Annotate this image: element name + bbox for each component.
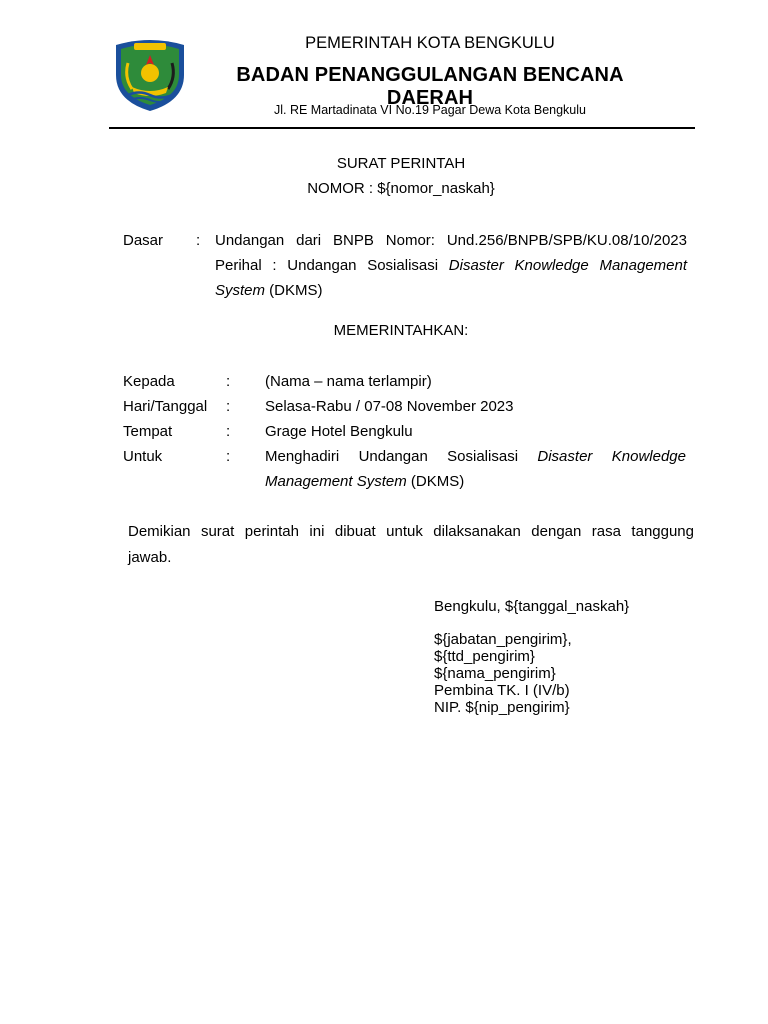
detail-value-purpose-line-1: Menghadiri Undangan Sosialisasi Disaster Knowledge: [265, 448, 686, 465]
detail-value-recipient: (Nama – nama terlampir): [265, 373, 432, 390]
letter-title: SURAT PERINTAH: [336, 155, 466, 172]
closing-line-1: Demikian surat perintah ini dibuat untuk dilaksanakan dengan rasa tanggung: [128, 523, 694, 540]
signature-place-date: Bengkulu, ${tanggal_naskah}: [434, 598, 630, 615]
signature-rank: Pembina TK. I (IV/b): [434, 682, 570, 699]
order-heading: MEMERINTAHKAN:: [333, 322, 469, 339]
letter-number: NOMOR : ${nomor_naskah}: [307, 180, 495, 197]
detail-label-purpose: Untuk: [123, 448, 163, 465]
letterhead-government: PEMERINTAH KOTA BENGKULU: [305, 34, 555, 52]
closing-line-2: jawab.: [128, 549, 172, 566]
basis-label: Dasar: [123, 232, 164, 249]
letterhead-divider: [109, 127, 695, 129]
detail-value-place: Grage Hotel Bengkulu: [265, 423, 413, 440]
signature-nip: NIP. ${nip_pengirim}: [434, 699, 570, 716]
detail-label-date: Hari/Tanggal: [123, 398, 208, 415]
detail-label-recipient: Kepada: [123, 373, 175, 390]
signature-name: ${nama_pengirim}: [434, 665, 556, 682]
signature-position: ${jabatan_pengirim},: [434, 631, 572, 648]
basis-line-1: Undangan dari BNPB Nomor: Und.256/BNPB/SPB/KU.08/10/2023: [215, 232, 687, 249]
detail-colon: :: [226, 398, 231, 415]
basis-colon: :: [196, 232, 201, 249]
letterhead-agency: BADAN PENANGGULANGAN BENCANA DAERAH: [236, 64, 624, 109]
bengkulu-city-emblem-icon: [110, 33, 190, 113]
detail-value-purpose-line-2: Management System (DKMS): [265, 473, 465, 490]
signature-mark: ${ttd_pengirim}: [434, 648, 535, 665]
letterhead-address: Jl. RE Martadinata VI No.19 Pagar Dewa Kota Bengkulu: [274, 103, 586, 117]
detail-colon: :: [226, 373, 231, 390]
basis-line-2: Perihal : Undangan Sosialisasi Disaster Knowledge Management: [215, 257, 688, 274]
detail-label-place: Tempat: [123, 423, 173, 440]
detail-colon: :: [226, 423, 231, 440]
signature-block: [434, 631, 572, 716]
detail-value-date: Selasa-Rabu / 07-08 November 2023: [265, 398, 514, 415]
detail-colon: :: [226, 448, 231, 465]
basis-line-3: System (DKMS): [215, 282, 323, 299]
